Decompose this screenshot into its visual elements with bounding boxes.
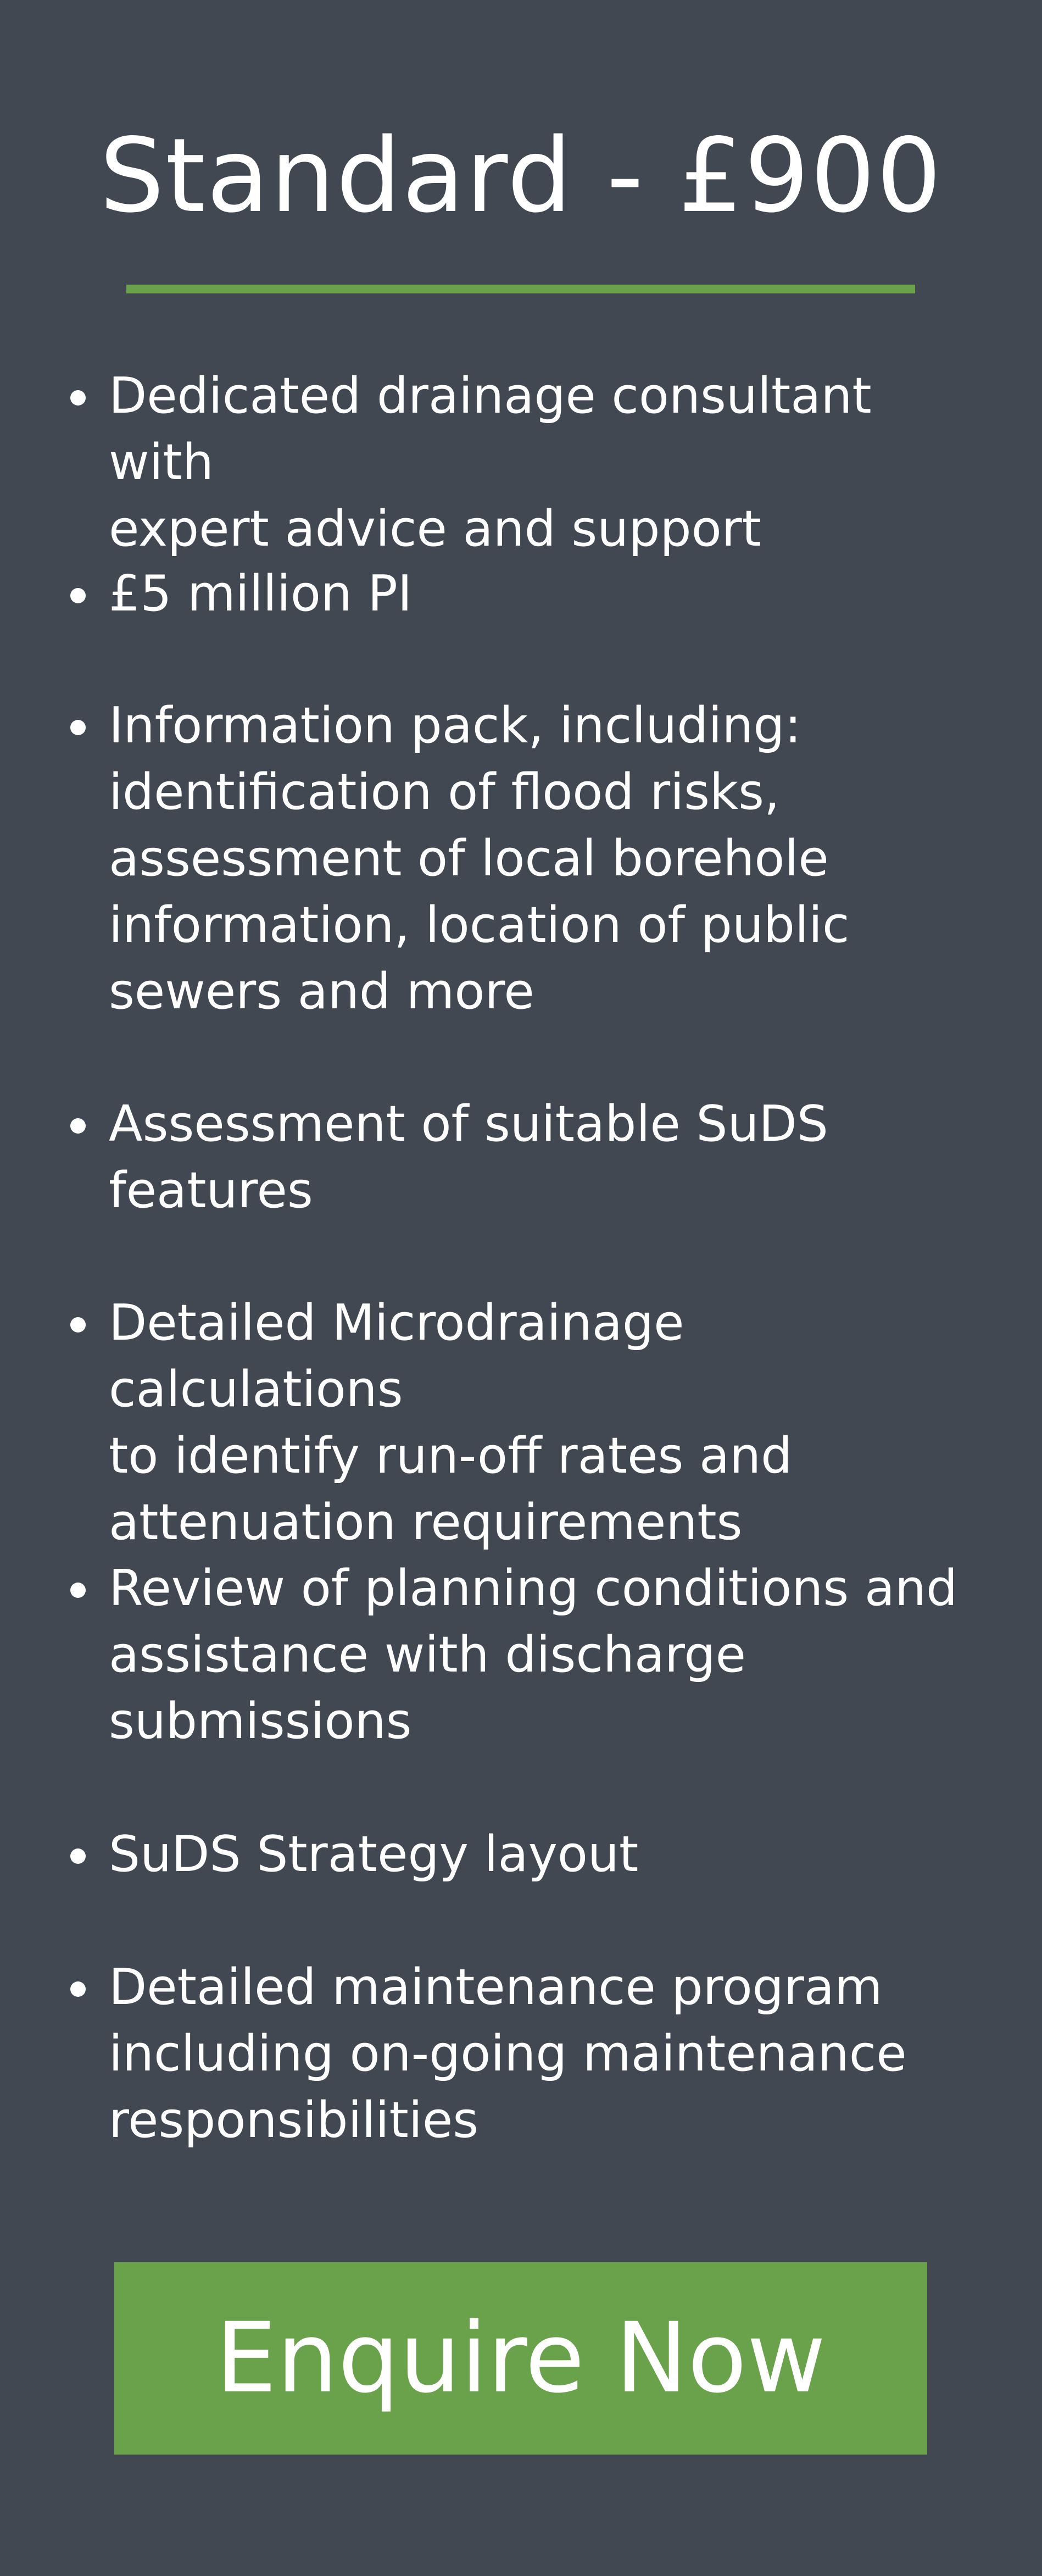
bullet-icon xyxy=(70,1583,86,1598)
bullet-icon xyxy=(70,390,86,406)
feature-text: Review of planning conditions and assistance with discharge submissions xyxy=(109,1559,958,1750)
bullet-icon xyxy=(70,720,86,735)
title-divider xyxy=(126,285,915,293)
enquire-now-button[interactable]: Enquire Now xyxy=(114,2262,927,2455)
bullet-icon xyxy=(70,588,86,603)
feature-text: £5 million PI xyxy=(109,565,413,623)
feature-text: Information pack, including: identification of flood risks, assessment of local borehole information, location of public sewers and more xyxy=(109,697,850,1020)
feature-text: Detailed Microdrainage calculations to identify run-off rates and attenuation requirements xyxy=(109,1294,793,1551)
feature-text: Dedicated drainage consultant with expert advice and support xyxy=(109,367,872,558)
bullet-icon xyxy=(70,1981,86,1997)
feature-text: Assessment of suitable SuDS features xyxy=(109,1095,828,1219)
bullet-icon xyxy=(70,1118,86,1134)
bullet-icon xyxy=(70,1848,86,1864)
plan-title: Standard - £900 xyxy=(99,116,943,235)
feature-text: Detailed maintenance program including on-going maintenance responsibilities xyxy=(109,1958,907,2149)
bullet-icon xyxy=(70,1317,86,1333)
feature-text: SuDS Strategy layout xyxy=(109,1825,639,1883)
